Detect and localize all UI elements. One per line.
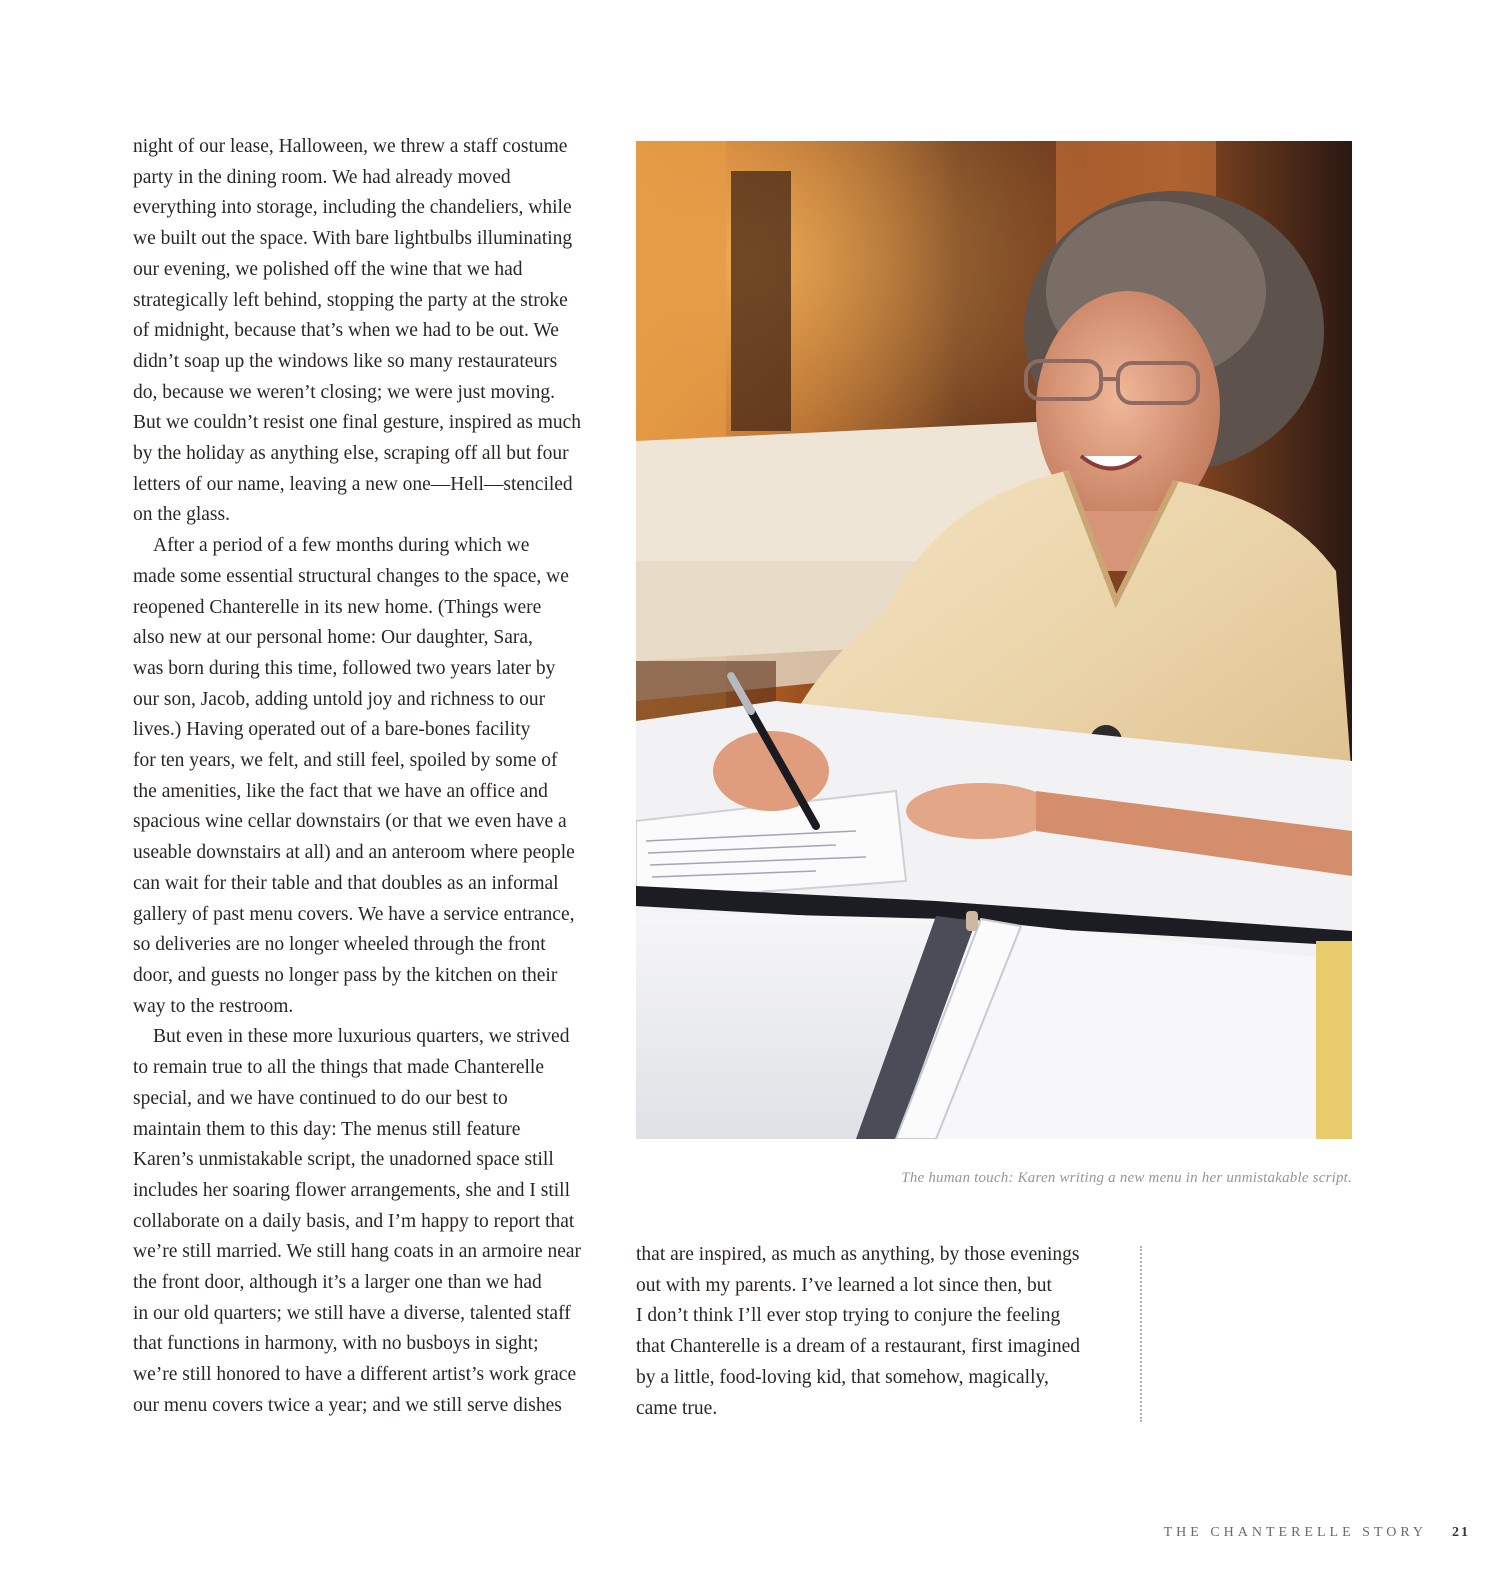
text-line: so deliveries are no longer wheeled through the front	[133, 934, 546, 956]
text-line: collaborate on a daily basis, and I’m happy to report that	[133, 1210, 575, 1232]
photo-caption: The human touch: Karen writing a new menu in her unmistakable script.	[901, 1170, 1352, 1186]
text-line: on the glass.	[133, 504, 230, 526]
text-line: that functions in harmony, with no busboys in sight;	[133, 1333, 539, 1355]
page-number: 21	[1452, 1525, 1470, 1540]
text-line: After a period of a few months during which we	[153, 535, 530, 557]
text-line: also new at our personal home: Our daughter, Sara,	[133, 627, 533, 649]
text-line: we built out the space. With bare lightbulbs illuminating	[133, 228, 573, 250]
text-line: we’re still honored to have a different artist’s work grace	[133, 1364, 577, 1386]
paragraph-new-home	[133, 531, 603, 1022]
text-line: that Chanterelle is a dream of a restaurant, first imagined	[636, 1336, 1080, 1358]
left-text-column	[133, 132, 603, 1422]
text-line: way to the restroom.	[133, 995, 294, 1017]
text-line: didn’t soap up the windows like so many restaurateurs	[133, 350, 558, 372]
text-line: of midnight, because that’s when we had to be out. We	[133, 320, 559, 342]
right-text-column	[636, 1240, 1106, 1424]
text-line: lives.) Having operated out of a bare-bones facility	[133, 719, 531, 741]
photo-karen-writing-menu	[636, 141, 1352, 1139]
text-line: But even in these more luxurious quarters, we strived	[153, 1026, 570, 1048]
text-line: useable downstairs at all) and an anteroom where people	[133, 842, 575, 864]
text-line: everything into storage, including the chandeliers, while	[133, 197, 572, 219]
text-line: by a little, food-loving kid, that somehow, magically,	[636, 1366, 1049, 1388]
text-line: that are inspired, as much as anything, by those evenings	[636, 1244, 1080, 1265]
paragraph-luxurious-quarters	[133, 1022, 603, 1421]
text-line: night of our lease, Halloween, we threw a staff costume	[133, 136, 568, 157]
text-line: maintain them to this day: The menus still feature	[133, 1118, 521, 1140]
text-line: strategically left behind, stopping the party at the stroke	[133, 289, 568, 311]
text-line: Karen’s unmistakable script, the unadorned space still	[133, 1149, 554, 1171]
text-line: But we couldn’t resist one final gesture, inspired as much	[133, 412, 582, 434]
text-line: the amenities, like the fact that we have an office and	[133, 780, 548, 802]
paragraph-continuation	[636, 1240, 1106, 1424]
text-line: party in the dining room. We had already moved	[133, 166, 511, 188]
text-line: was born during this time, followed two years later by	[133, 657, 556, 679]
text-line: in our old quarters; we still have a diverse, talented staff	[133, 1302, 571, 1324]
text-line: gallery of past menu covers. We have a service entrance,	[133, 903, 575, 925]
text-line: out with my parents. I’ve learned a lot since then, but	[636, 1274, 1052, 1296]
text-line: do, because we weren’t closing; we were just moving.	[133, 381, 556, 403]
text-line: by the holiday as anything else, scraping off all but four	[133, 443, 569, 465]
text-line: came true.	[636, 1397, 718, 1419]
paragraph-halloween	[133, 132, 603, 531]
running-title: THE CHANTERELLE STORY	[1163, 1525, 1427, 1540]
text-line: our menu covers twice a year; and we still serve dishes	[133, 1394, 562, 1416]
text-line: reopened Chanterelle in its new home. (Things were	[133, 596, 542, 618]
text-line: door, and guests no longer pass by the kitchen on their	[133, 964, 558, 986]
text-line: includes her soaring flower arrangements, she and I still	[133, 1179, 570, 1201]
text-line: I don’t think I’ll ever stop trying to conjure the feeling	[636, 1305, 1061, 1327]
text-line: to remain true to all the things that made Chanterelle	[133, 1057, 544, 1079]
text-line: letters of our name, leaving a new one—Hell—stenciled	[133, 473, 573, 495]
text-line: our evening, we polished off the wine that we had	[133, 258, 523, 280]
page-footer	[1164, 1525, 1470, 1541]
text-line: special, and we have continued to do our best to	[133, 1087, 508, 1109]
text-line: we’re still married. We still hang coats in an armoire near	[133, 1241, 582, 1263]
text-line: made some essential structural changes to the space, we	[133, 565, 569, 587]
text-line: our son, Jacob, adding untold joy and richness to our	[133, 688, 546, 710]
section-end-dotted-rule	[1140, 1246, 1142, 1422]
text-line: spacious wine cellar downstairs (or that we even have a	[133, 811, 567, 833]
text-line: for ten years, we felt, and still feel, spoiled by some of	[133, 750, 558, 772]
text-line: can wait for their table and that doubles as an informal	[133, 872, 559, 894]
text-line: the front door, although it’s a larger one than we had	[133, 1272, 542, 1294]
